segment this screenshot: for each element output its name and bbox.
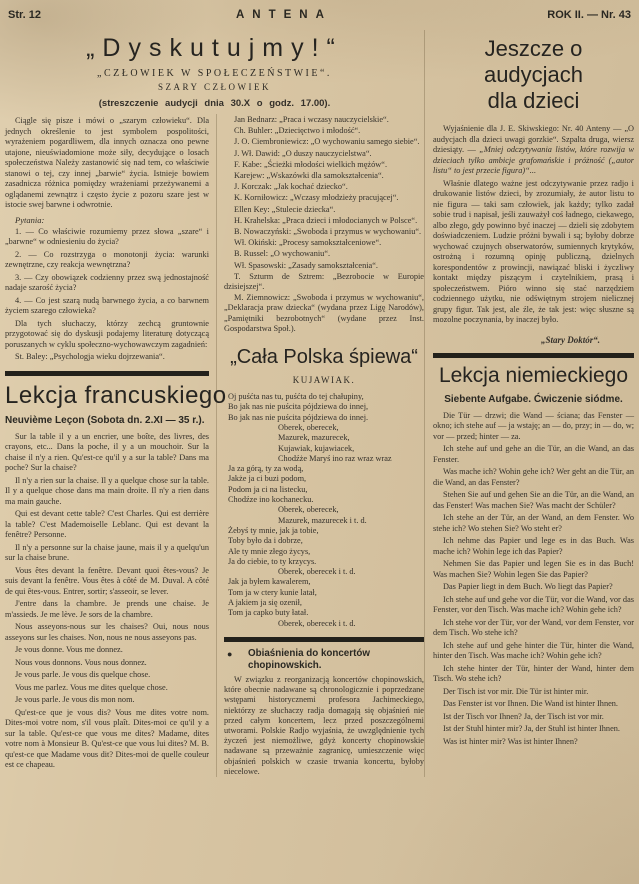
paragraph: Was mache ich? Wohin gehe ich? Wer geht an die Tür, an die Wand, an das Fenster? <box>433 467 634 487</box>
article-title-cala-polska-spiewa: „Cała Polska śpiewa“ <box>230 346 418 369</box>
verse-line: Ja za górą, ty za wodą, <box>228 464 304 474</box>
paragraph: Das Fenster ist vor Ihnen. Die Wand ist hinter Ihnen. <box>443 699 618 708</box>
question-item: 1. — Co właściwie rozumiemy przez słowa „szare“ i „barwne“ w odniesieniu do życia? <box>5 226 209 246</box>
section-divider-bar <box>5 371 209 376</box>
verse-line: Żebyś ty mnie, jak ja tobie, <box>228 525 319 535</box>
french-lesson-body <box>5 430 209 771</box>
paragraph: Ciągle się pisze i mówi o „szarym człowieku“. Dla jednych określenie to jest symbolem pospolitości, wyrażeniem pogardliwem, dla innych oznacza ono pewne utajone, nieuświadomione może siły, decydujące o losach społeczeństwa Należy zastanowić się nad tem, co właściwie stanowi o tej, czy innej „barwie“ życia. Istnieje bowiem zasadnicza różnica pomiędzy wrażeniami przeżywanemi a oglądanemi zewnątrz i często życie z pozoru szare jest w istocie swej barwne i odwrotnie. <box>5 116 209 209</box>
verse-line: Bo jak nas nie puścita pójdziewa do innej, <box>228 402 369 412</box>
paragraph: Ich stehe vor der Tür, vor der Wand, vor dem Fenster, vor dem Tisch. Wo stehe ich? <box>433 617 634 637</box>
lead-broadcast-note: (streszczenie audycji dnia 30.X o godz. 17.00). <box>98 98 331 109</box>
quoted-italic-text: „Mniej odczytywania listów, które rozwija w dzieciach tylko ambicje grafomańskie i próżność („autor listu“ to jest przecie figura)“... <box>433 145 634 175</box>
paragraph: Ich nehme das Papier und lege es in das Buch. Was mache ich? Wohin lege ich das Papier? <box>433 536 634 556</box>
reading-list-item: Wł. Okiński: „Procesy samokształceniowe“. <box>234 238 382 248</box>
verse-line: Oberek, oberecek, <box>278 422 339 432</box>
question-item: 3. — Czy obowiązek codzienny przez swą jednostajność nadaje szarość życia? <box>5 272 209 292</box>
paragraph: Qu'est-ce que je vous dis? Vous me dites votre nom. Dites-moi votre nom, s'il vous plaît. Dites-moi ce qu'il y a sur la table. Qu'est-ce que vous me dites? Madame, dites votre nom à Monsieur B. Qu'est-ce que vous lui dites? M. B. qu'est-ce que Madame vous dit? Dites-moi de quelle couleur est ce chapeau. <box>5 707 209 769</box>
paragraph: Was ist hinter mir? Was ist hinter Ihnen? <box>443 736 578 746</box>
section-divider-bar <box>224 637 424 642</box>
column-right <box>424 30 634 777</box>
reading-list-item: B. Russel: „O wychowaniu“. <box>234 249 331 259</box>
reading-list-item: Ellen Key: „Stulecie dziecka“. <box>234 204 336 214</box>
paragraph: Der Tisch ist vor mir. Die Tür ist hinter mir. <box>443 686 589 696</box>
verse-line: Oberek, oberecek i t. d. <box>278 618 356 628</box>
verse-line: Bo jak nas nie puścita pójdziewa do innej. <box>228 412 369 422</box>
verse-line: Oberek, oberecek i t. d. <box>278 567 356 577</box>
lead-subtitle-1: „CZŁOWIEK W SPOŁECZEŃSTWIE“. <box>97 68 332 79</box>
reading-list-item: Wł. Spasowski: „Zasady samokształcenia“. <box>234 260 379 270</box>
verse-line: Jak ja byłem kawalerem, <box>228 577 311 587</box>
title-line-2: dla dzieci <box>487 88 580 113</box>
paragraph: Je vous donne. Vous me donnez. <box>15 645 123 654</box>
chopin-note-heading <box>224 648 424 672</box>
reading-list-item: Ch. Buhler: „Dziecięctwo i młodość“. <box>234 126 361 136</box>
paragraph: Je vous parle. Je vous dis mon nom. <box>15 695 135 704</box>
reading-list-item: J. Wł. Dawid: „O duszy nauczycielstwa“. <box>234 148 372 158</box>
paragraph: Das Papier liegt in dem Buch. Wo liegt das Papier? <box>443 582 613 591</box>
question-item: 2. — Co rozstrzyga o monotonji życia: warunki zewnętrzne, czy reakcja wewnętrzna? <box>5 249 209 269</box>
author-signature: „Stary Doktór“. <box>540 334 600 345</box>
left-section <box>5 30 424 777</box>
verse-line: Mazurek, mazurecek i t. d. <box>278 515 367 525</box>
verse-line: Oberek, oberecek, <box>278 505 339 515</box>
verse-line: Ja do ciebie, to ty krzycys. <box>228 556 317 566</box>
german-lesson-subtitle: Siebente Aufgabe. Ćwiczenie siódme. <box>444 393 623 405</box>
article-title-lekcja-niemieckiego: Lekcja niemieckiego <box>438 363 629 387</box>
verse-line: Mazurek, mazurecek, <box>278 433 350 443</box>
paragraph <box>433 122 634 177</box>
verse-line: Chodźze ino kochanecku. <box>228 495 314 505</box>
reading-list-item: H. Krahelska: „Praca dzieci i młodocianych w Polsce“. <box>234 215 418 225</box>
paragraph: Nous asseyons-nous sur les chaises? Oui, nous nous asseyons sur les chaises. Non, nous ne nous asseyons pas. <box>5 622 209 642</box>
paragraph: Vous êtes devant la fenêtre. Devant quoi êtes-vous? Je suis devant la fenêtre. Vous êtes à côté de M. Duval. A côté de qui êtes-vous. Entrer, sortir; s'asseoir, se lever. <box>5 565 209 596</box>
page-header <box>0 0 639 30</box>
paragraph: Ich stehe hinter der Tür, hinter der Wand, hinter dem Tisch. Wo stehe ich? <box>433 663 634 683</box>
reading-list-item: M. Ziemnowicz: „Swoboda i przymus w wychowaniu“, „Deklaracja praw dziecka“ (wydana przez Ligę Narodów), „Pamiętniki bezrobotnych“ (wydane przez Inst. Gospodarstwa Społ.). <box>224 293 424 333</box>
paragraph: Vous me parlez. Vous me dites quelque chose. <box>15 682 168 692</box>
column-left <box>5 114 227 777</box>
paragraph: Ich stehe auf und gehe vor die Tür, vor die Wand, vor das Fenster, vor den Tisch. Was mache ich? Wohin gehe ich? <box>433 594 634 614</box>
reading-list-item: T. Szturm de Sztrem: „Bezrobocie w Europie dzisiejszej“. <box>224 271 424 292</box>
paragraph: Nous vous donnons. Vous nous donnez. <box>15 657 147 667</box>
verse-line: Tom ja capko buty łatał. <box>228 608 309 618</box>
lead-article-head <box>5 30 424 114</box>
bullet-icon: ● <box>227 648 233 659</box>
reading-list-item: K. Korniłowicz: „Wczasy młodzieży pracującej“. <box>234 193 399 203</box>
paragraph: Sur la table il y a un encrier, une boîte, des livres, des crayons, etc... Dans la poche, il y a un mouchoir. Sur la chaise il n'y a rien. Qu'est-ce qu'il y a sur la table? Dans ma poche? Sur la chaise? <box>5 431 209 472</box>
verse-line: Ale ty mnie złego życys, <box>228 546 311 556</box>
verse-line: Kujawiak, kujawiacek, <box>278 443 355 453</box>
reading-list-item: Jan Bednarz: „Praca i wczasy nauczycielskie“. <box>234 115 389 124</box>
paragraph: Die Tür — drzwi; die Wand — ściana; das Fenster — okno; ich stehe auf — ja wstaję; an — do, przy; in — do, w; vor — przed; hinter — za. <box>433 410 634 441</box>
reading-list-item: J. O. Ciembroniewicz: „O wychowaniu samego siebie“. <box>234 137 420 147</box>
song-verse <box>228 392 424 629</box>
question-item: 4. — Co jest szarą nudą barwnego życia, a co barwnem życiem szarego człowieka? <box>5 295 209 315</box>
two-column-area <box>5 114 424 777</box>
page-number: Str. 12 <box>8 9 42 21</box>
paragraph: Ist der Stuhl hinter mir? Ja, der Stuhl ist hinter Ihnen. <box>443 724 620 733</box>
chopin-note-title: Obiaśnienia do koncertów chopinowskich. <box>248 647 370 671</box>
reading-list <box>224 114 424 334</box>
song-subtitle: KUJAWIAK. <box>292 375 356 386</box>
paragraph: Ich stehe auf und gehe hinter die Tür, hinter die Wand, hinter den Tisch. Was mache ich? Wohin gehe ich? <box>433 640 634 660</box>
title-line-1: Jeszcze o audycjach <box>483 36 584 87</box>
verse-line: Jakże ja ci buzi podom, <box>228 474 307 484</box>
section-divider-bar <box>433 353 634 358</box>
article-title-jeszcze-o-audycjach <box>433 36 634 114</box>
paragraph: Stehen Sie auf und gehen Sie an die Tür, an die Wand, an das Fenster! Was machen Sie? Was macht der Schüler? <box>433 490 634 510</box>
paragraph: J'entre dans la chambre. Je prends une chaise. Je m'assieds. Je me lève. Je sors de la chambre. <box>5 599 209 619</box>
reading-list-item: F. Kabe: „Ścieżki młodości wielkich mężów“. <box>234 159 388 169</box>
paragraph: Il n'y a personne sur la chaise jaune, mais il y a quelqu'un sur la chaise brune. <box>5 542 209 562</box>
verse-line: A jakiem ja się ozenił, <box>228 598 302 607</box>
column-middle <box>217 114 424 777</box>
paragraph-lead-text: Wyjaśnienie dla J. E. Skiwskiego: Nr. 40 Anteny — „O audycjach dla dzieci uwagi gorzkie“. Szpalta druga, wiersz dziesiąty. — <box>433 124 634 154</box>
verse-line: Podom ja ci na listecku, <box>228 484 308 494</box>
paragraph: Ich stehe an der Tür, an der Wand, an dem Fenster. Wo stehe ich? Wo stehen Sie? Wo steht er? <box>433 513 634 533</box>
article-title-dyskutujmy: „Dyskutujmy!“ <box>86 34 343 62</box>
reading-list-item: J. Korczak: „Jak kochać dziecko“. <box>234 182 348 192</box>
paragraph: Ich stehe auf und gehe an die Tür, an die Wand, an das Fenster. <box>433 444 634 464</box>
reference-item: St. Baley: „Psychologja wieku dojrzewania“. <box>15 352 165 361</box>
article-title-lekcja-francuskiego: Lekcja francuskiego <box>5 381 227 409</box>
paragraph: Je vous parle. Je vous dis quelque chose. <box>15 670 151 679</box>
paragraph: Il n'y a rien sur la chaise. Il y a quelque chose sur la table. Il y a quelque chose dans ma main droite. Il n'y a rien dans ma main gauche. <box>5 475 209 506</box>
questions-label: Pytania: <box>15 214 45 225</box>
verse-line: Chodźże Maryś ino raz wraz wraz <box>278 453 392 463</box>
paragraph: Nehmen Sie das Papier und legen Sie es in das Buch! Was machen Sie? Wohin legen Sie das Papier? <box>433 559 634 579</box>
page-body <box>0 30 639 777</box>
chopin-note-body: W związku z reorganizacją koncertów chopinowskich, które obecnie nadawane są chronologicznie i poprzedzane wstępami historycznemi profesora Jachimeckiego, niektórzy ze słuchaczy radja domagają się objaśnień nie przed całym koncertem, lecz przed poszczególnemi utworami. Polskie Radjo wyjaśnia, że uwzględnienie tych życzeń jest niemożliwe, gdyż koncerty chopinowskie nadawane są przeważnie zagranicę, umieszczenie więc objaśnień polskich w czasie trwania koncertu, byłoby niecelowe. <box>224 674 424 776</box>
verse-line: Toby było da i dobrze, <box>228 536 303 546</box>
reading-list-item: B. Nowaczyński: „Swoboda i przymus w wychowaniu“. <box>234 227 422 237</box>
issue-number: ROK II. — Nr. 43 <box>547 9 631 21</box>
verse-line: Tom ja w ctery kunie latał, <box>228 587 317 597</box>
german-lesson-body <box>433 409 634 748</box>
masthead-title: ANTENA <box>236 9 332 21</box>
paragraph: Qui est devant cette table? C'est Charles. Qui est derrière la table? C'est Mademoiselle Leblanc. Qui est devant la fenêtre? Personne. <box>5 509 209 539</box>
paragraph: Ist der Tisch vor Ihnen? Ja, der Tisch ist vor mir. <box>443 711 604 721</box>
questions-list <box>5 225 209 317</box>
verse-line: Oj puśćta nas tu, puśćta do tej chałupiny, <box>228 392 364 402</box>
french-lesson-subtitle: Neuvième Leçon (Sobota dn. 2.XI — 35 r.). <box>5 414 205 426</box>
reading-list-item: Karejew: „Wskazówki dla samokształcenia“. <box>234 171 384 181</box>
paragraph: Dla tych słuchaczy, którzy zechcą gruntownie przygotować się do dyskusji podajemy literaturę dotyczącą poruszanych w cyklu społeczno-wychowawczym zagadnień: <box>5 318 209 349</box>
lead-subtitle-2: SZARY CZŁOWIEK <box>158 82 271 92</box>
paragraph: Właśnie dlatego ważne jest odczytywanie przez radjo i drukowanie listów dzieci, by zrozumiały, że autor listu to nie figura — taki sam człowiek, jak każdy; tylko zadał sobie trud i napisał, jeśli zauważył coś ładnego, ciekawego, albo złego, gdy powinno być inaczej — dzieli się zdobytem doświadczeniem. Ludzie próżni bywali i są; byłoby dobrze wychować czujnych obserwatorów, sumiennych krytyków, ostrożną i rozumną opinję publiczną, dzielnych korespondentów z prowincji, nawiązać bliski i życzliwy kontakt między piszącym i czytelnikiem, prasą i społeczeństwem. Pióro winno się stać narzędziem codziennego użytku, nie odświętnym strojem nielicznej grupy figur. Tak jest, ale źle, że tak jest: więc słuszne są mozolne poczynania, by inaczej było. <box>433 178 634 324</box>
